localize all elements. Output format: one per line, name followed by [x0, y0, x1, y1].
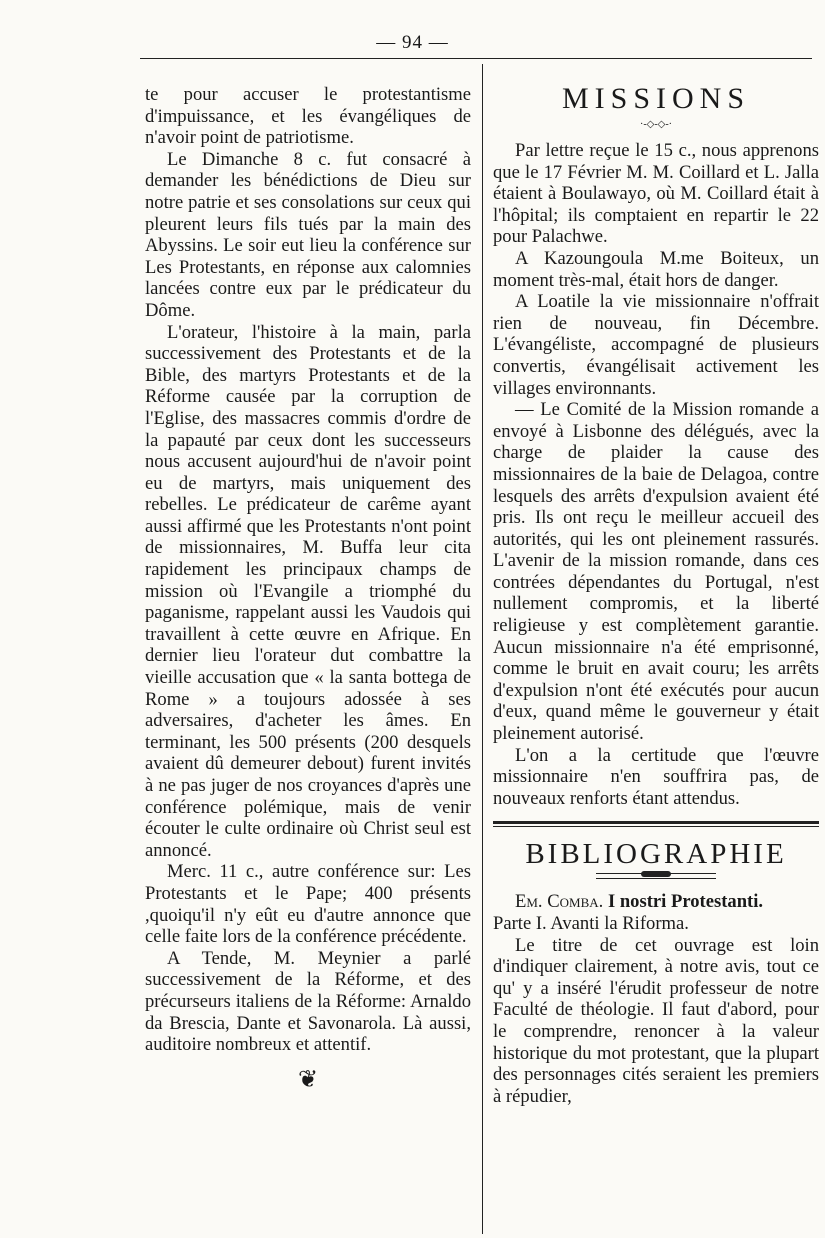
page-number: — 94 — — [376, 32, 449, 53]
header-rule — [140, 58, 812, 59]
missions-ornament-icon: ·-◇-◇-· — [639, 119, 673, 130]
missions-heading: MISSIONS — [561, 82, 751, 115]
missions-paragraph-1: Par lettre reçue le 15 c., nous apprenons que le 17 Février M. M. Coillard et L. Jalla étaient à Boulawayo, où M. Coillard était à l'hôpital; ils comptaient en repartir le 22 pour Palachwe. — [493, 140, 819, 248]
bibliography-heading: BIBLIOGRAPHIE — [525, 838, 787, 871]
bibliography-text: Le titre de cet ouvrage est loin d'indiquer clairement, à notre avis, tout ce qu' y a inséré l'érudit professeur de notre Faculté de théologie. Il faut d'abord, pour le comprendre, renoncer à la valeur historique du mot protestant, que la plupart des personnages cités seraient les premiers à répudier, — [493, 934, 819, 1107]
column-divider — [482, 64, 483, 1234]
left-paragraph-3: L'orateur, l'histoire à la main, parla successivement des Protestants et de la Bible, des martyrs Protestants et de la Réforme causée par la corruption de l'Eglise, des massacres commis d'ordre de la papauté par ceux dont les successeurs nous accusent aujourd'hui de n'avoir point eu de martyrs, mais uniquement des rebelles. Le prédicateur de carême ayant aussi affirmé que les Protestants n'ont point de missionnaires, M. Buffa leur cita rapidement les principaux champs de mission où l'Evangile a triomphé du paganisme, rappelant aussi les Vaudois qui travaillent à cette œuvre en Afrique. En dernier lieu l'orateur dut combattre la vieille accusation que « la santa bottega de Rome » a toujours adossée à ses adversaires, d'acheter les âmes. En terminant, les 500 présents (200 desquels avaient dû demeurer debout) furent invités à ne pas juger de nos croyances d'après une conférence polémique, mais de venir écouter le culte ordinaire où Christ seul est annoncé. — [145, 321, 471, 861]
missions-paragraph-3: A Loatile la vie missionnaire n'offrait rien de nouveau, fin Décembre. L'évangéliste, accompagné de plusieurs convertis, évangélisait activement les villages environnants. — [493, 291, 819, 399]
fleuron-ornament-icon: ❦ — [297, 1066, 319, 1093]
bibliography-ornament-icon — [596, 873, 716, 879]
left-paragraph-2: Le Dimanche 8 c. fut consacré à demander les bénédictions de Dieu sur notre patrie et ses consolations sur ceux qui pleurent leurs fils tués par la main des Abyssins. Le soir eut lieu la conférence sur Les Protestants, en réponse aux calomnies lancées contre eux par le prédicateur du Dôme. — [145, 148, 471, 321]
bibliography-subtitle: Parte I. Avanti la Riforma. — [493, 913, 689, 934]
left-paragraph-5: A Tende, M. Meynier a parlé successivement de la Réforme, et des précurseurs italiens de la Réforme: Arnaldo da Brescia, Dante et Savonarola. Là aussi, auditoire nombreux et attentif. — [145, 947, 471, 1056]
left-paragraph-1: te pour accuser le protestantisme d'impuissance, et les évangéliques de n'avoir point de patriotisme. — [145, 84, 471, 149]
missions-paragraph-2: A Kazoungoula M.me Boiteux, un moment très-mal, était hors de danger. — [493, 247, 819, 291]
bibliography-title: I nostri Protestanti. — [607, 891, 764, 913]
right-column — [493, 84, 819, 1107]
bibliography-author: Em. Comba. — [515, 891, 604, 913]
section-rule — [493, 821, 819, 827]
left-paragraph-4: Merc. 11 c., autre conférence sur: Les Protestants et le Pape; 400 présents ,quoiqu'il n'y eût eu d'autre annonce que celle faite lors de la conférence précédente. — [145, 861, 471, 948]
left-column — [145, 84, 471, 1091]
missions-paragraph-4: — Le Comité de la Mission romande a envoyé à Lisbonne des délégués, avec la charge de plaider la cause des missionnaires de la baie de Delagoa, contre lesquels des arrêts d'expulsion avaient été pris. Ils ont reçu le meilleur accueil des autorités, qui les ont pleinement rassurés. L'avenir de la mission romande, dans ces contrées dépendantes du Portugal, n'est nullement compromis, et la liberté religieuse y est complètement garantie. Aucun missionnaire n'a été emprisonné, comme le bruit en avait couru; les arrêts d'expulsion n'ont été exécutés pour aucun d'eux, quand même le gouverneur y était pleinement autorisé. — [493, 399, 819, 745]
missions-paragraph-5: L'on a la certitude que l'œuvre missionnaire n'en souffrira pas, de nouveaux renforts étant attendus. — [493, 744, 819, 809]
